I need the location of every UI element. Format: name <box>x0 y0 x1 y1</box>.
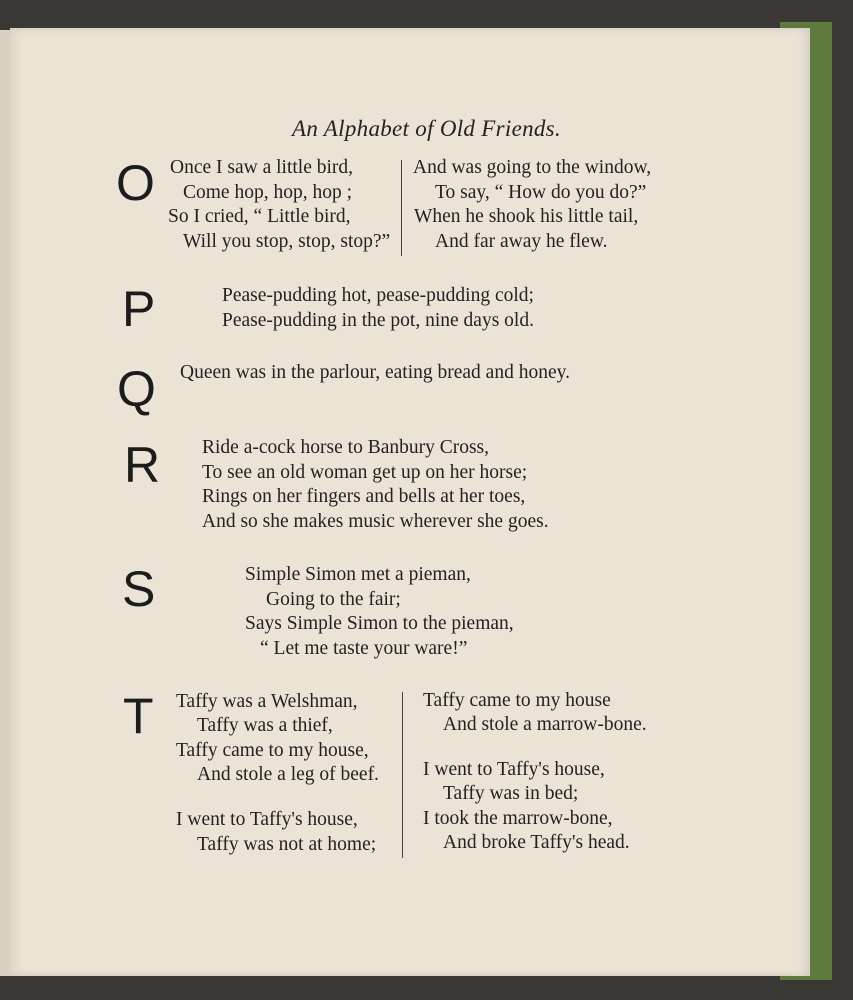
verse-line: And so she makes music wherever she goes. <box>202 511 549 532</box>
verse-line: When he shook his little tail, <box>414 206 639 227</box>
verse-line: I took the marrow-bone, <box>423 808 613 829</box>
verse-line: And stole a marrow-bone. <box>443 714 647 735</box>
initial-letter-o: O <box>116 155 155 211</box>
verse-line: Taffy came to my house, <box>176 740 369 761</box>
verse-line: Going to the fair; <box>266 589 401 610</box>
verse-line: And was going to the window, <box>413 157 652 178</box>
verse-line: Queen was in the parlour, eating bread and honey. <box>180 362 570 383</box>
initial-letter-p: P <box>122 281 156 337</box>
verse-line: Ride a-cock horse to Banbury Cross, <box>202 437 490 458</box>
initial-letter-q: Q <box>117 361 156 417</box>
verse-line: And broke Taffy's head. <box>443 832 630 853</box>
verse-line: Taffy was not at home; <box>197 834 377 855</box>
initial-letter-s: S <box>122 561 156 617</box>
verse-line: Rings on her fingers and bells at her toes, <box>202 486 526 507</box>
verse-line: To see an old woman get up on her horse; <box>202 462 528 483</box>
initial-letter-r: R <box>124 437 161 493</box>
verse-line: “ Let me taste your ware!” <box>260 638 468 659</box>
verse-line: Taffy was a thief, <box>197 715 333 736</box>
verse-line: To say, “ How do you do?” <box>435 182 647 203</box>
verse-line: Pease-pudding hot, pease-pudding cold; <box>222 285 534 306</box>
verse-line: Will you stop, stop, stop?” <box>183 231 391 252</box>
verse-line: Come hop, hop, hop ; <box>183 182 352 203</box>
column-divider <box>402 692 403 858</box>
verse-line: I went to Taffy's house, <box>423 759 605 780</box>
verse-line: Taffy came to my house <box>423 690 611 711</box>
initial-letter-t: T <box>123 688 154 744</box>
verse-line: Taffy was a Welshman, <box>176 691 358 712</box>
verse-line: I went to Taffy's house, <box>176 809 358 830</box>
verse-line: Once I saw a little bird, <box>170 157 354 178</box>
page-title: An Alphabet of Old Friends. <box>292 116 561 141</box>
verse-line: And stole a leg of beef. <box>197 764 379 785</box>
verse-line: And far away he flew. <box>435 231 608 252</box>
verse-line: Simple Simon met a pieman, <box>245 564 471 585</box>
verse-line: Pease-pudding in the pot, nine days old. <box>222 310 534 331</box>
column-divider <box>401 160 402 256</box>
verse-line: So I cried, “ Little bird, <box>168 206 351 227</box>
verse-line: Taffy was in bed; <box>443 783 579 804</box>
verse-line: Says Simple Simon to the pieman, <box>245 613 514 634</box>
